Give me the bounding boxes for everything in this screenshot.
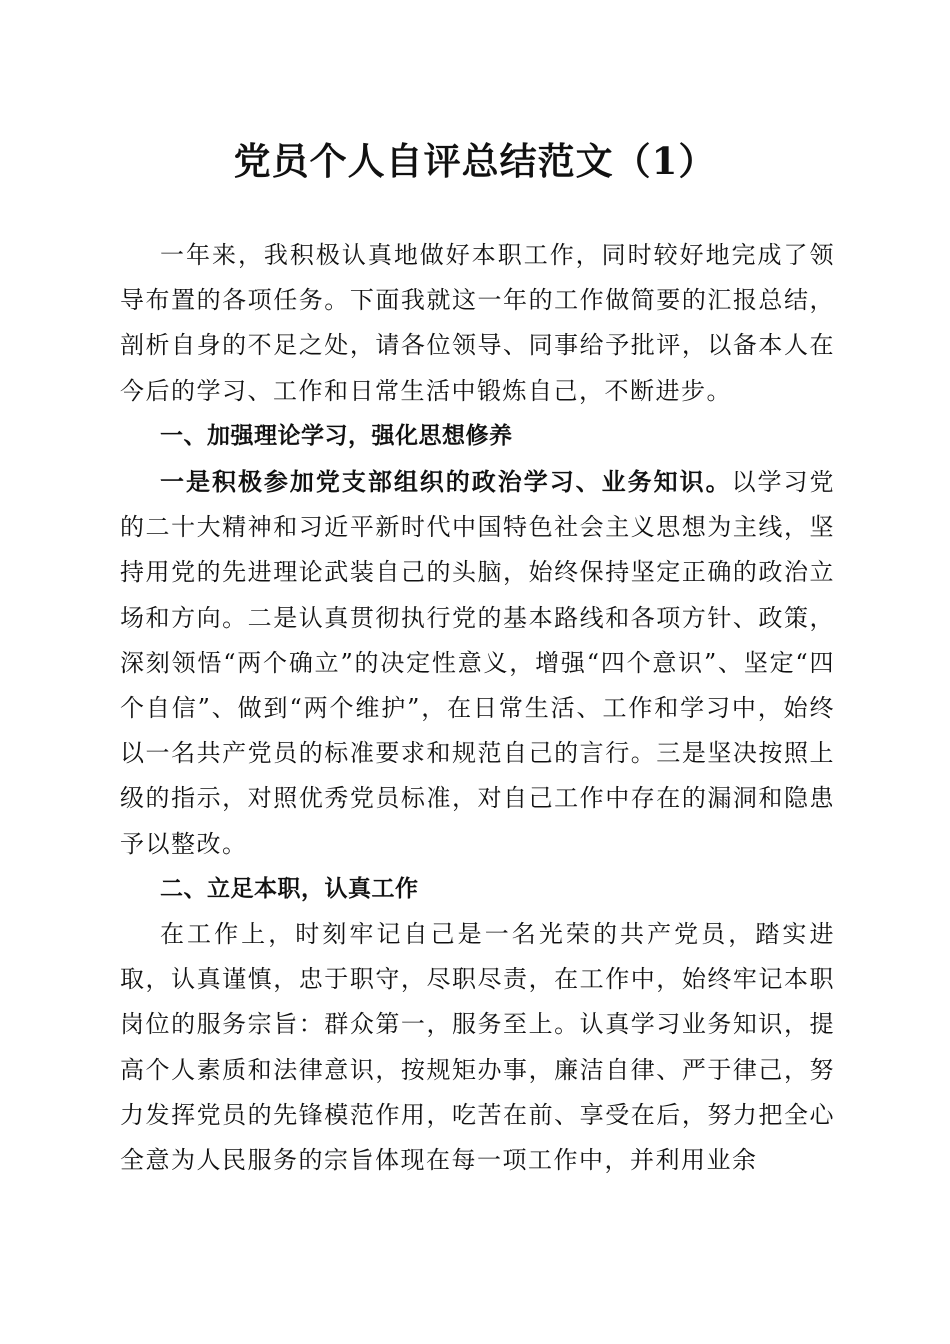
section-1-lead: 一是积极参加党支部组织的政治学习、业务知识。 (160, 467, 732, 497)
document-title: 党员个人自评总结范文（1） (233, 139, 717, 183)
section-2-paragraph: 在工作上，时刻牢记自己是一名光荣的共产党员，踏实进取，认真谨慎，忠于职守，尽职尽责，在工作中，始终牢记本职岗位的服务宗旨：群众第一，服务至上。认真学习业务知识，提高个人素质和法律意识，按规矩办事，廉洁自律、严于律己，努力发挥党员的先锋模范作用，吃苦在前、享受在后，努力把全心全意为人民服务的宗旨体现在每一项工作中，并利用业余 (120, 920, 835, 1175)
section-1-text: 以学习党的二十大精神和习近平新时代中国特色社会主义思想为主线，坚持用党的先进理论武装自己的头脑，始终保持坚定正确的政治立场和方向。二是认真贯彻执行党的基本路线和各项方针、政策，深刻领悟“两个确立”的决定性意义，增强“四个意识”、坚定“四个自信”、做到“两个维护”，在日常生活、工作和学习中，始终以一名共产党员的标准要求和规范自己的言行。三是坚决按照上级的指示，对照优秀党员标准，对自己工作中存在的漏洞和隐患予以整改。 (120, 468, 836, 858)
section-heading-2: 二、立足本职，认真工作 (160, 875, 419, 902)
intro-paragraph: 一年来，我积极认真地做好本职工作，同时较好地完成了领导布置的各项任务。下面我就这一年的工作做简要的汇报总结，剖析自身的不足之处，请各位领导、同事给予批评，以备本人在今后的学习、工作和日常生活中锻炼自己，不断进步。 (120, 241, 835, 405)
document-body (120, 233, 835, 1183)
section-heading-1: 一、加强理论学习，强化思想修养 (160, 422, 513, 449)
section-1-paragraph (120, 459, 835, 867)
